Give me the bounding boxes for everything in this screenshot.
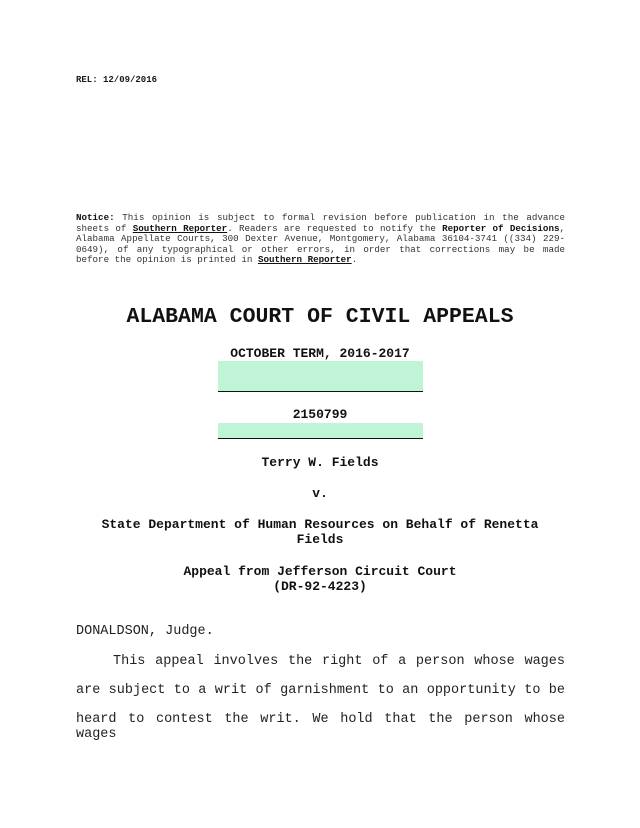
appellant: Terry W. Fields <box>261 455 379 470</box>
reporter-of-decisions: Reporter of Decisions <box>442 222 560 234</box>
notice-text-1: This opinion is subject to formal revision before publication in the advance sheets of <box>76 212 565 234</box>
opinion-line-2: are subject to a writ of garnishment to an opportunity to be <box>76 683 565 698</box>
notice-text-3: , Alabama Appellate Courts, 300 Dexter Avenue, Montgomery, Alabama 36104-3741 ((334) 229-0649), of any typographical or other errors, in order that corrections may be made before the opinion is printed in <box>76 222 565 265</box>
notice-label: Notice: <box>76 212 115 223</box>
notice-text-4: . <box>351 254 358 265</box>
release-date: REL: 12/09/2016 <box>76 75 158 85</box>
term-heading: OCTOBER TERM, 2016-2017 <box>230 346 410 361</box>
highlight-block-1 <box>218 361 423 392</box>
opinion-line-1: This appeal involves the right of a person whose wages <box>113 654 565 669</box>
southern-reporter-ref-1: Southern Reporter <box>132 222 228 234</box>
versus: v. <box>312 486 328 501</box>
appellee-line-2: Fields <box>296 532 344 547</box>
notice-text-2: . Readers are requested to notify the <box>227 222 443 234</box>
judge-line: DONALDSON, Judge. <box>76 624 214 639</box>
opinion-line-3: heard to contest the writ. We hold that the person whose wages <box>76 712 565 742</box>
highlight-block-2 <box>218 423 423 439</box>
appellee-line-1: State Department of Human Resources on Behalf of Renetta <box>101 517 539 532</box>
southern-reporter-ref-2: Southern Reporter <box>257 254 352 265</box>
court-name: ALABAMA COURT OF CIVIL APPEALS <box>126 305 514 329</box>
notice-paragraph <box>76 213 565 266</box>
appeal-from: Appeal from Jefferson Circuit Court <box>183 564 457 579</box>
case-number: 2150799 <box>292 407 348 422</box>
docket-number: (DR-92-4223) <box>273 579 367 594</box>
